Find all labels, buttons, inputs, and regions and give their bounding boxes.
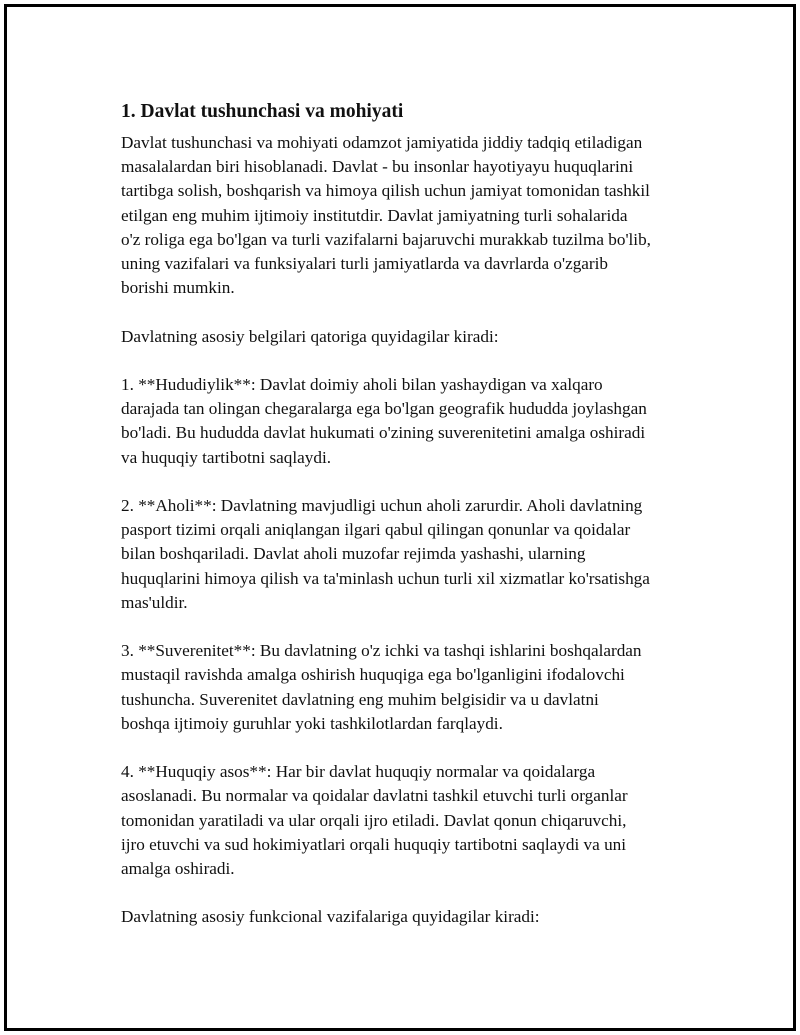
paragraph-line: darajada tan olingan chegaralarga ega bo'lgan geografik hududda joylashgan	[121, 399, 647, 419]
paragraph	[121, 905, 701, 929]
paragraph-line: mustaqil ravishda amalga oshirish huquqiga ega bo'lganligini ifodalovchi	[121, 665, 625, 685]
paragraph-line: 1. **Hududiylik**: Davlat doimiy aholi bilan yashaydigan va xalqaro	[121, 375, 603, 394]
paragraph-line: 2. **Aholi**: Davlatning mavjudligi uchun aholi zarurdir. Aholi davlatning	[121, 496, 643, 515]
paragraph	[121, 639, 701, 736]
paragraph-line: tushuncha. Suverenitet davlatning eng muhim belgisidir va u davlatni	[121, 689, 599, 709]
paragraph-line: boshqa ijtimoiy guruhlar yoki tashkilotlardan farqlaydi.	[121, 713, 503, 733]
paragraph-line: masalalardan biri hisoblanadi. Davlat - bu insonlar hayotiyayu huquqlarini	[121, 157, 634, 177]
paragraph-line: etilgan eng muhim ijtimoiy institutdir. Davlat jamiyatning turli sohalarida	[121, 205, 628, 225]
paragraph-line: tartibga solish, boshqarish va himoya qilish uchun jamiyat tomonidan tashkil	[121, 181, 650, 201]
paragraph	[121, 325, 701, 349]
paragraph-line: bo'ladi. Bu hududda davlat hukumati o'zining suverenitetini amalga oshiradi	[121, 423, 646, 443]
paragraph-line: 3. **Suverenitet**: Bu davlatning o'z ichki va tashqi ishlarini boshqalardan	[121, 641, 642, 661]
paragraph-line: pasport tizimi orqali aniqlangan ilgari qabul qilingan qonunlar va qoidalar	[121, 520, 631, 540]
paragraph-line: uning vazifalari va funksiyalari turli jamiyatlarda va davrlarda o'zgarib	[121, 254, 609, 274]
paragraph-line: borishi mumkin.	[121, 278, 235, 298]
paragraph-line: asoslanadi. Bu normalar va qoidalar davlatni tashkil etuvchi turli organlar	[121, 786, 628, 806]
paragraph-line: 4. **Huquqiy asos**: Har bir davlat huquqiy normalar va qoidalarga	[121, 762, 596, 782]
paragraph	[121, 373, 701, 470]
paragraph-line: huquqlarini himoya qilish va ta'minlash uchun turli xil xizmatlar ko'rsatishga	[121, 568, 650, 588]
paragraph-line: bilan boshqariladi. Davlat aholi muzofar rejimda yashashi, ularning	[121, 544, 586, 564]
paragraph-line: Davlat tushunchasi va mohiyati odamzot jamiyatida jiddiy tadqiq etiladigan	[121, 133, 643, 152]
document-body	[121, 99, 701, 954]
document-title: 1. Davlat tushunchasi va mohiyati	[121, 101, 404, 122]
paragraph-line: o'z roliga ega bo'lgan va turli vazifalarni bajaruvchi murakkab tuzilma bo'lib,	[121, 229, 651, 249]
paragraph-line: ijro etuvchi va sud hokimiyatlari orqali huquqiy tartibotni saqlaydi va uni	[121, 834, 627, 854]
paragraph-line: mas'uldir.	[121, 592, 188, 612]
paragraph-line: va huquqiy tartibotni saqlaydi.	[121, 447, 332, 467]
paragraph-line: Davlatning asosiy belgilari qatoriga quyidagilar kiradi:	[121, 326, 499, 346]
paragraph	[121, 131, 701, 300]
paragraph-line: amalga oshiradi.	[121, 859, 235, 879]
paragraph-line: Davlatning asosiy funkcional vazifalariga quyidagilar kiradi:	[121, 907, 540, 927]
paragraph-list	[121, 131, 701, 930]
paragraph	[121, 760, 701, 881]
paragraph	[121, 494, 701, 615]
paragraph-line: tomonidan yaratiladi va ular orqali ijro etiladi. Davlat qonun chiqaruvchi,	[121, 810, 627, 830]
page-frame	[4, 4, 796, 1031]
